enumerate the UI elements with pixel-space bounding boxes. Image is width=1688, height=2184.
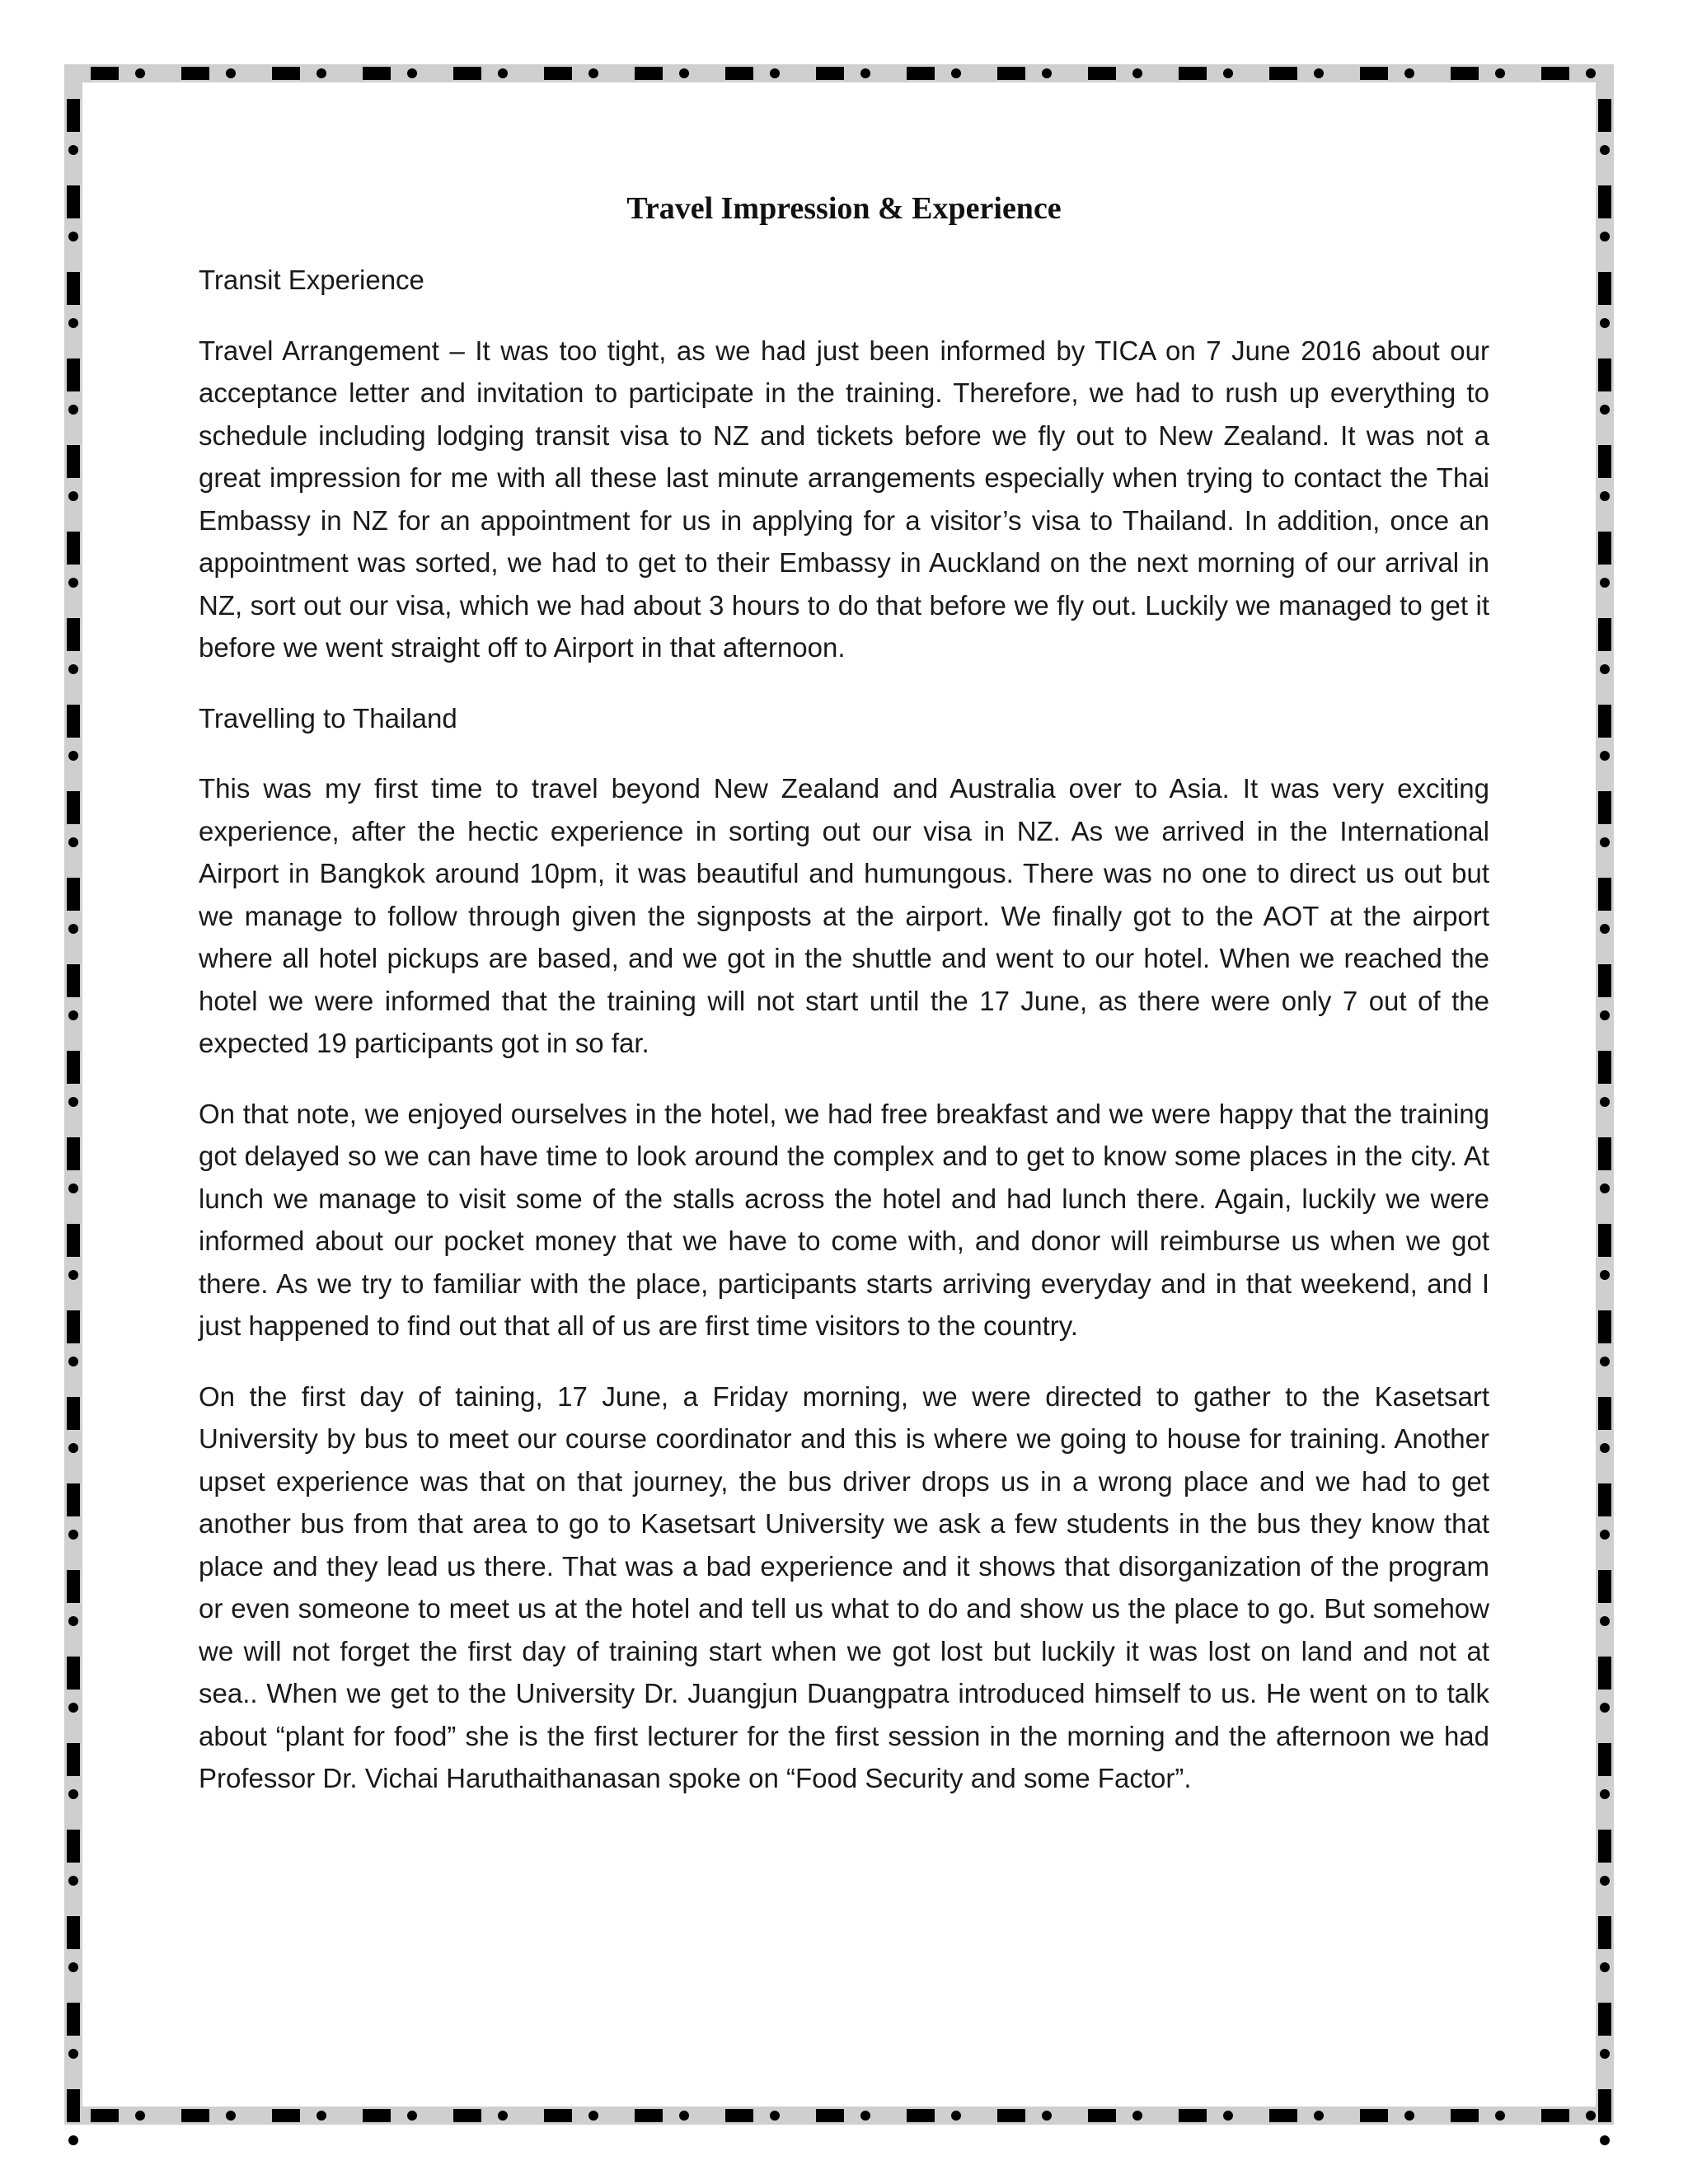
section-heading-transit: Transit Experience bbox=[199, 265, 424, 295]
section-transit bbox=[199, 259, 1489, 669]
border-dot bbox=[1600, 2135, 1610, 2145]
document-title: Travel Impression & Experience bbox=[626, 191, 1062, 226]
section-travelling bbox=[199, 697, 1489, 1800]
border-dot bbox=[68, 2135, 78, 2145]
paragraph-hotel-stay: On that note, we enjoyed ourselves in the hotel, we had free breakfast and we were happy that the training got delayed so we can have time to look around the complex and to get to know some places in the city. At lunch we manage to visit some of the stalls across the hotel and had lunch there. Again, luckily we were informed about our pocket money that we have to come with, and donor will reimburse us when we got there. As we try to familiar with the place, participants starts arriving everyday and in that weekend, and I just happened to find out that all of us are first time visitors to the country. bbox=[199, 1098, 1489, 1341]
section-heading-travelling: Travelling to Thailand bbox=[199, 702, 457, 733]
document-body bbox=[199, 188, 1489, 1828]
paragraph-travel-arrangement: Travel Arrangement – It was too tight, as we had just been informed by TICA on 7 June 2016 about our acceptance letter and invitation to participate in the training. Therefore, we had to rush up everything to schedule including lodging transit visa to NZ and tickets before we fly out to New Zealand. It was not a great impression for me with all these last minute arrangements especially when trying to contact the Thai Embassy in NZ for an appointment for us in applying for a visitor’s visa to Thailand. In addition, once an appointment was sorted, we had to get to their Embassy in Auckland on the next morning of our arrival in NZ, sort out our visa, which we had about 3 hours to do that before we fly out. Luckily we managed to get it before we went straight off to Airport in that afternoon. bbox=[199, 335, 1489, 663]
paragraph-first-trip: This was my first time to travel beyond New Zealand and Australia over to Asia. It was very exciting experience, after the hectic experience in sorting out our visa in NZ. As we arrived in the International Airport in Bangkok around 10pm, it was beautiful and humungous. There was no one to direct us out but we manage to follow through given the signposts at the airport. We finally got to the AOT at the airport where all hotel pickups are based, and we got in the shuttle and went to our hotel. When we reached the hotel we were informed that the training will not start until the 17 June, as there were only 7 out of the expected 19 participants got in so far. bbox=[199, 773, 1489, 1058]
paragraph-first-training-day: On the first day of taining, 17 June, a Friday morning, we were directed to gather to the Kasetsart University by bus to meet our course coordinator and this is where we going to house for training. Another upset experience was that on that journey, the bus driver drops us in a wrong place and we had to get another bus from that area to go to Kasetsart University we ask a few students in the bus they know that place and they lead us there. That was a bad experience and it shows that disorganization of the program or even someone to meet us at the hotel and tell us what to do and show us the place to go. But somehow we will not forget the first day of training start when we got lost but luckily it was lost on land and not at sea.. When we get to the University Dr. Juangjun Duangpatra introduced himself to us. He went on to talk about “plant for food” she is the first lecturer for the first session in the morning and the afternoon we had Professor Dr. Vichai Haruthaithanasan spoke on “Food Security and some Factor”. bbox=[199, 1380, 1489, 1793]
